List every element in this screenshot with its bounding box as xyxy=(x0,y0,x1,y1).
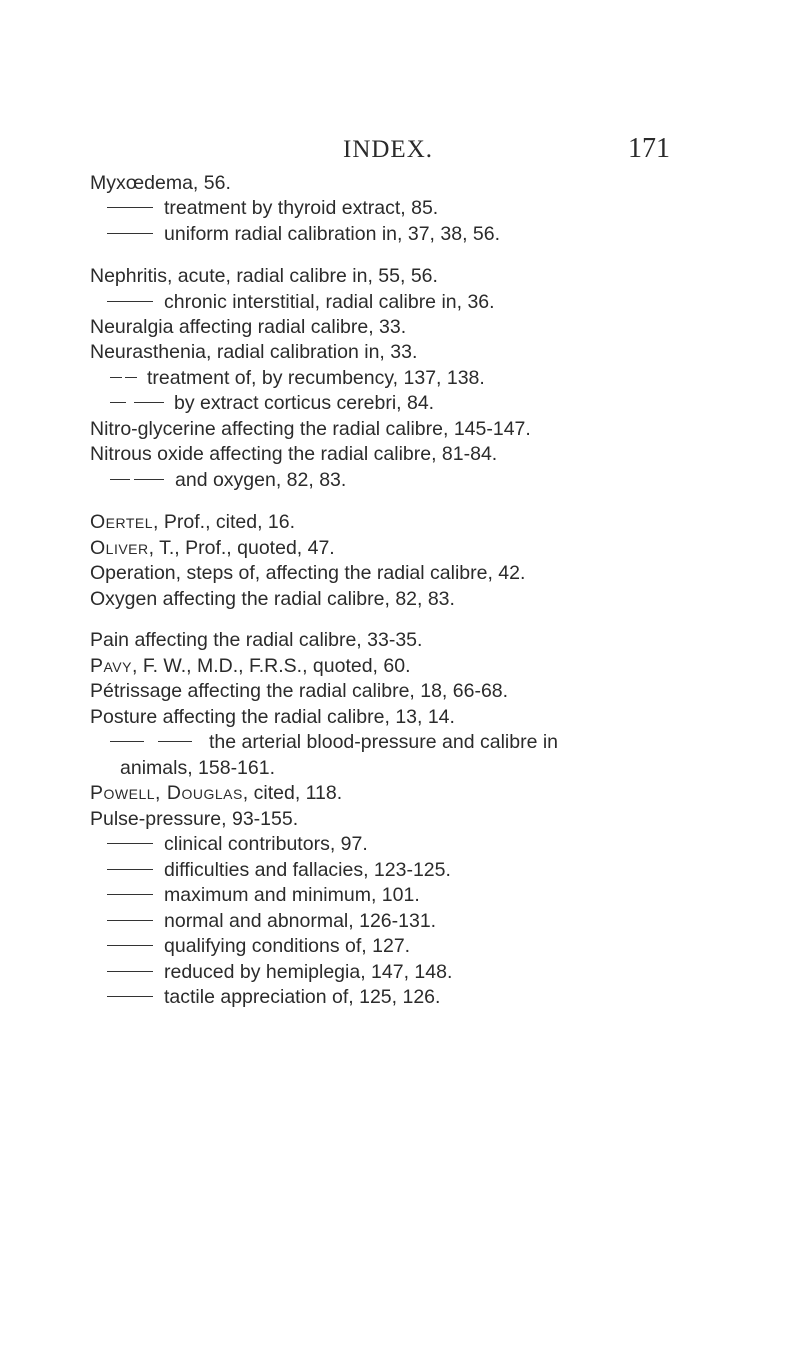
index-entry xyxy=(90,560,525,586)
index-entry xyxy=(90,653,411,679)
entry-text: Myxœdema, 56. xyxy=(90,172,231,194)
entry-text: animals, 158-161. xyxy=(120,757,276,779)
entry-text: difficulties and fallacies, 123-125. xyxy=(164,859,451,881)
author-name: Pavy xyxy=(90,655,132,677)
ditto-dash xyxy=(107,920,153,921)
entry-text: chronic interstitial, radial calibre in, 36. xyxy=(164,291,495,313)
ditto-dash xyxy=(107,207,153,208)
index-subentry xyxy=(90,365,485,391)
entry-text: maximum and minimum, 101. xyxy=(164,884,420,906)
index-entry xyxy=(90,535,335,561)
index-subentry xyxy=(90,195,438,221)
entry-text: normal and abnormal, 126-131. xyxy=(164,910,437,932)
ditto-dash xyxy=(107,843,153,844)
ditto-dash xyxy=(107,301,153,302)
entry-text: tactile appreciation of, 125, 126. xyxy=(164,986,441,1008)
index-continuation xyxy=(120,755,275,781)
entry-text: Neurasthenia, radial calibration in, 33. xyxy=(90,341,418,363)
index-entry xyxy=(90,339,417,365)
ditto-dash xyxy=(107,894,153,895)
index-entry xyxy=(90,314,406,340)
index-entry xyxy=(90,263,438,289)
index-entry xyxy=(90,627,422,653)
index-subentry xyxy=(90,984,440,1010)
entry-text: Nephritis, acute, radial calibre in, 55, 56. xyxy=(90,265,438,287)
entry-text: and oxygen, 82, 83. xyxy=(175,469,347,491)
entry-text: , cited, 118. xyxy=(242,782,343,804)
entry-text: Nitrous oxide affecting the radial calibre, 81-84. xyxy=(90,443,498,465)
index-subentry xyxy=(90,831,368,857)
entry-text: Pain affecting the radial calibre, 33-35. xyxy=(90,629,423,651)
page-title: INDEX. xyxy=(343,136,434,163)
entry-text: the arterial blood-pressure and calibre in xyxy=(209,731,559,753)
ditto-dash xyxy=(158,741,192,742)
index-subentry xyxy=(90,857,451,883)
entry-text: Neuralgia affecting radial calibre, 33. xyxy=(90,316,407,338)
entry-text: , Prof., cited, 16. xyxy=(153,511,296,533)
index-subentry xyxy=(90,729,558,755)
index-entry xyxy=(90,780,342,806)
entry-text: Posture affecting the radial calibre, 13, 14. xyxy=(90,706,455,728)
index-subentry xyxy=(90,908,436,934)
ditto-dash xyxy=(107,996,153,997)
index-entry xyxy=(90,441,497,467)
entry-text: clinical contributors, 97. xyxy=(164,833,368,855)
index-entry xyxy=(90,509,295,535)
ditto-dash xyxy=(134,402,164,403)
ditto-dash xyxy=(125,377,137,378)
entry-text: treatment of, by recumbency, 137, 138. xyxy=(147,367,485,389)
ditto-dash xyxy=(107,869,153,870)
entry-text: Pétrissage affecting the radial calibre, 18, 66-68. xyxy=(90,680,509,702)
ditto-dash xyxy=(110,741,144,742)
index-subentry xyxy=(90,933,410,959)
index-subentry xyxy=(90,289,495,315)
ditto-dash xyxy=(107,233,153,234)
index-subentry xyxy=(90,467,346,493)
index-entry xyxy=(90,678,508,704)
entry-text: Pulse-pressure, 93-155. xyxy=(90,808,299,830)
index-subentry xyxy=(90,390,434,416)
ditto-dash xyxy=(134,479,164,480)
entry-text: uniform radial calibration in, 37, 38, 56. xyxy=(164,223,501,245)
ditto-dash xyxy=(110,479,130,480)
ditto-dash xyxy=(107,945,153,946)
author-name: Oliver xyxy=(90,537,149,559)
author-name: Oertel xyxy=(90,511,154,533)
index-subentry xyxy=(90,221,500,247)
index-entry xyxy=(90,704,455,730)
entry-text: Oxygen affecting the radial calibre, 82, 83. xyxy=(90,588,455,610)
index-subentry xyxy=(90,882,420,908)
index-subentry xyxy=(90,959,452,985)
ditto-dash xyxy=(107,971,153,972)
ditto-dash xyxy=(110,402,126,403)
entry-text: by extract corticus cerebri, 84. xyxy=(174,392,435,414)
index-entry xyxy=(90,586,455,612)
author-name: Powell, Douglas xyxy=(90,782,243,804)
entry-text: qualifying conditions of, 127. xyxy=(164,935,411,957)
entry-text: reduced by hemiplegia, 147, 148. xyxy=(164,961,453,983)
index-entry xyxy=(90,806,298,832)
index-entry xyxy=(90,416,531,442)
entry-text: , F. W., M.D., F.R.S., quoted, 60. xyxy=(131,655,411,677)
page-number: 171 xyxy=(628,133,670,164)
entry-text: treatment by thyroid extract, 85. xyxy=(164,197,439,219)
ditto-dash xyxy=(110,377,122,378)
entry-text: , T., Prof., quoted, 47. xyxy=(148,537,335,559)
entry-text: Operation, steps of, affecting the radial calibre, 42. xyxy=(90,562,526,584)
index-entry xyxy=(90,170,231,196)
entry-text: Nitro-glycerine affecting the radial calibre, 145-147. xyxy=(90,418,531,440)
